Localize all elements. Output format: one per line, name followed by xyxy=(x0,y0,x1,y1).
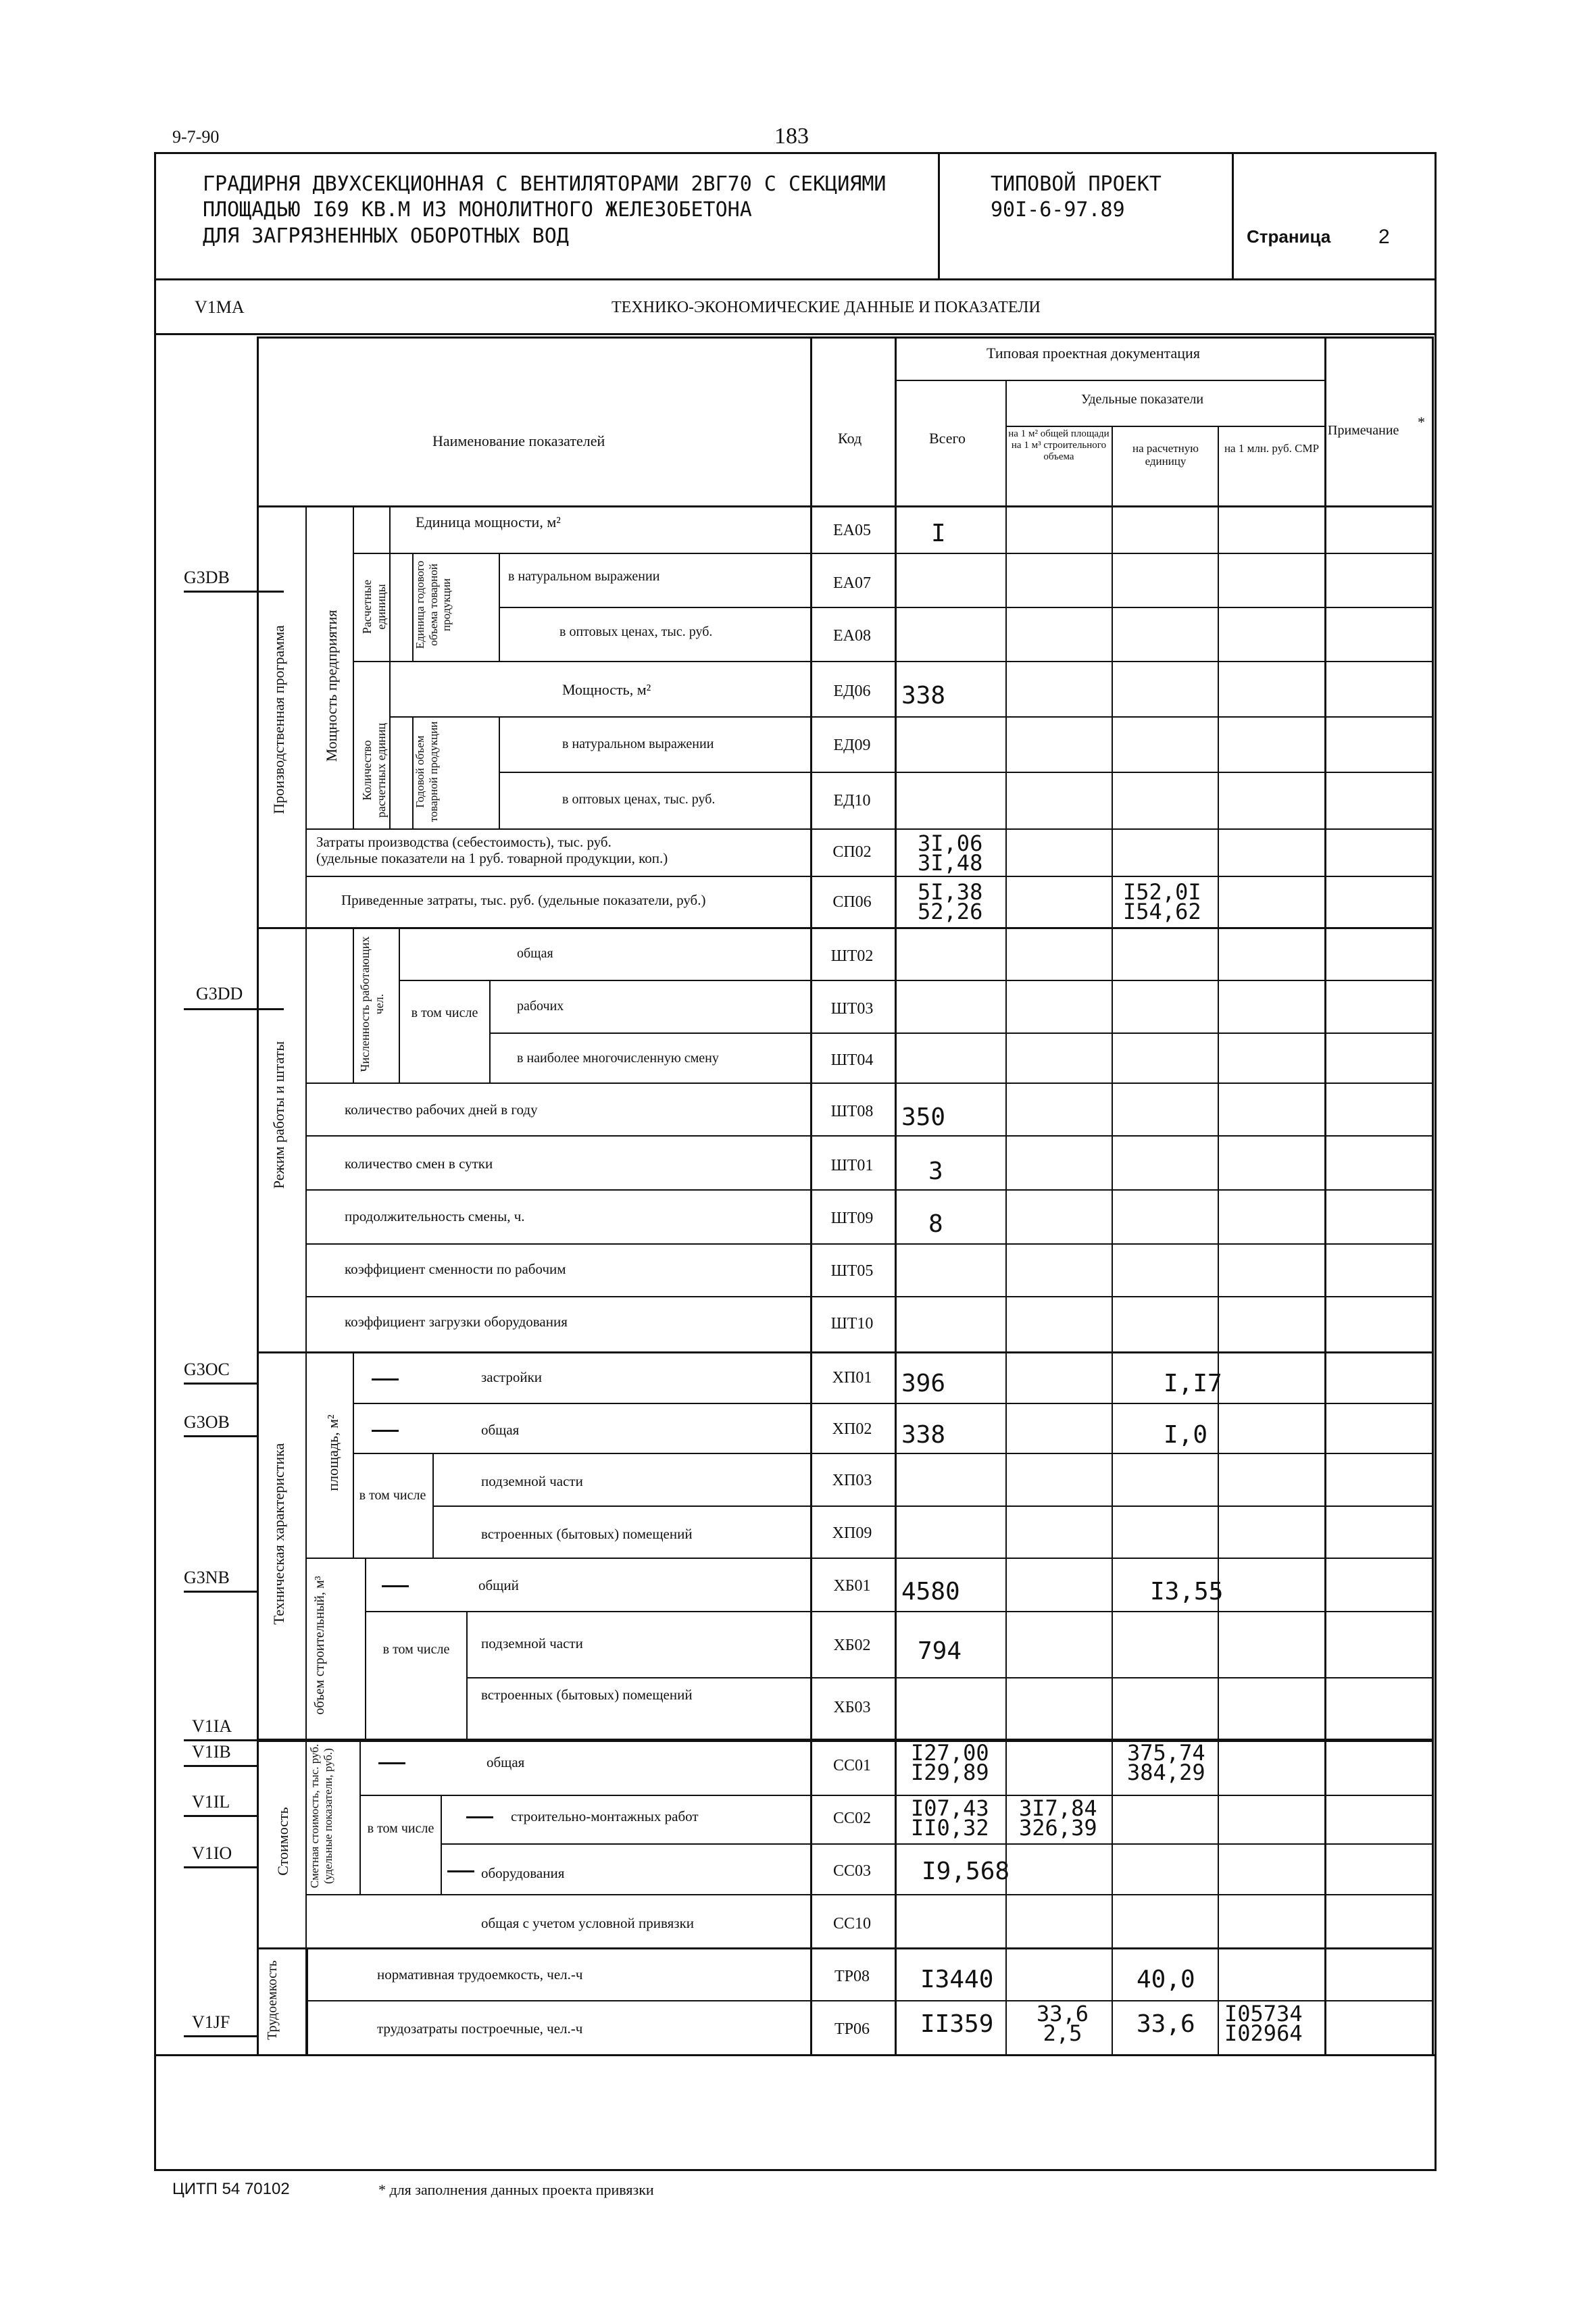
tech-vol-incl-label: в том числе xyxy=(382,1642,450,1657)
row-line xyxy=(305,1189,1434,1191)
code-cell: ШТ08 xyxy=(830,1103,874,1120)
marker-g3nb: G3NB xyxy=(184,1568,230,1587)
row-label-ea08: в оптовых ценах, тыс. руб. xyxy=(559,624,713,639)
row-label-ed09: в натуральном выражении xyxy=(562,737,714,751)
code-cell: ШТ01 xyxy=(830,1157,874,1174)
row-label-sp02: Затраты производства (себестоимость), тыс. руб. (удельные показатели на 1 руб. товарной продукции, коп.) xyxy=(316,834,668,867)
code-cell: ЕД10 xyxy=(833,792,871,810)
group-divider-labor xyxy=(257,1947,1434,1949)
project-type: ТИПОВОЙ ПРОЕКТ 90I-6-97.89 xyxy=(991,172,1162,222)
code-cell: ЕД09 xyxy=(833,737,871,754)
total-cell: 338 xyxy=(901,682,946,710)
title-block-divider-2 xyxy=(1232,152,1234,278)
hdr-line-1 xyxy=(895,380,1324,381)
total-cell: 8 xyxy=(928,1210,943,1238)
section-code: V1MA xyxy=(195,297,245,317)
row-label-ss03: оборудования xyxy=(481,1865,565,1881)
marker-line xyxy=(184,1591,257,1593)
row-label-khb01: общий xyxy=(478,1577,519,1593)
group-cost-est-label: Сметная стоимость, тыс. руб. (удельные показатели, руб.) xyxy=(308,1743,334,1889)
group-prod-calc-label: Расчетные единицы xyxy=(360,579,388,634)
row-label-sht10: коэффициент загрузки оборудования xyxy=(345,1314,568,1330)
title-block-divider xyxy=(938,152,940,278)
group-labor-label: Трудоемкость xyxy=(265,1960,280,2040)
marker-g3db: G3DB xyxy=(184,568,230,587)
col-note-header: Примечание xyxy=(1328,423,1399,438)
arrow-ss01 xyxy=(378,1762,405,1764)
row-line xyxy=(353,553,1434,554)
total-cell: 4580 xyxy=(901,1578,960,1605)
marker-g3dd: G3DD xyxy=(196,984,243,1003)
spec1-cell: 3I7,84 326,39 xyxy=(1019,1795,1097,1841)
total-cell: I xyxy=(931,520,946,547)
table-bottom xyxy=(154,2054,1437,2056)
code-cell: СС02 xyxy=(832,1810,871,1827)
total-cell: I3440 xyxy=(920,1966,994,1993)
row-label-sht08: количество рабочих дней в году xyxy=(345,1101,538,1118)
spec1-cell: 33,6 2,5 xyxy=(1037,2001,1089,2046)
title-block-bottom xyxy=(154,278,1437,280)
total-cell: I9,568 xyxy=(922,1858,1010,1885)
spec2-cell: 33,6 xyxy=(1137,2010,1195,2038)
total-cell: 794 xyxy=(918,1637,962,1665)
group-cost-label: Стоимость xyxy=(274,1807,291,1876)
row-label-ss10: общая с учетом условной привязки xyxy=(481,1915,695,1931)
group-prod-power-label: Мощность предприятия xyxy=(323,609,340,762)
col-total-left xyxy=(895,337,897,2056)
row-label-khp02: общая xyxy=(481,1422,520,1438)
row-line xyxy=(305,1296,1434,1297)
row-label-ed10: в оптовых ценах, тыс. руб. xyxy=(562,792,716,807)
total-cell: I27,00 I29,89 xyxy=(911,1740,989,1785)
marker-line xyxy=(184,1765,257,1767)
cost-col xyxy=(305,1739,307,1947)
row-label-khb03: встроенных (бытовых) помещений xyxy=(481,1687,693,1703)
group-prod-label: Производственная программа xyxy=(270,625,287,814)
note-asterisk: * xyxy=(1418,414,1425,430)
group-mode-label: Режим работы и штаты xyxy=(270,1041,287,1189)
marker-line xyxy=(184,1815,257,1817)
group-divider-cost xyxy=(257,1739,1434,1742)
marker-v1il: V1IL xyxy=(192,1792,230,1812)
col-total-header: Всего xyxy=(929,430,966,447)
sheet-number: 2 xyxy=(1378,226,1390,248)
project-title: ГРАДИРНЯ ДВУХСЕКЦИОННАЯ С ВЕНТИЛЯТОРАМИ 2ВГ70 С СЕКЦИЯМИ ПЛОЩАДЬЮ I69 КВ.М ИЗ МОНОЛИТНОГО ЖЕЛЕЗОБЕТОНА ДЛЯ ЗАГРЯЗНЕННЫХ ОБОРОТНЫХ ВОД xyxy=(203,172,887,248)
spec2-cell: I,I7 xyxy=(1164,1370,1222,1397)
page-number: 183 xyxy=(774,124,809,149)
arrow-ss03 xyxy=(447,1870,474,1872)
row-line xyxy=(399,980,1434,981)
code-cell: ШТ09 xyxy=(830,1210,874,1227)
code-cell: ХП02 xyxy=(832,1420,872,1438)
code-cell: СС01 xyxy=(832,1757,871,1774)
col-typical-header: Типовая проектная документация xyxy=(987,345,1200,362)
row-line xyxy=(305,1894,1434,1895)
arrow-khp02 xyxy=(372,1430,399,1432)
marker-v1ia: V1IA xyxy=(192,1716,232,1736)
marker-line xyxy=(184,1008,284,1010)
row-label-khb02: подземной части xyxy=(481,1635,583,1651)
marker-line xyxy=(184,1435,257,1437)
code-cell: ЕД06 xyxy=(833,682,871,700)
hdr-bottom xyxy=(257,505,1434,507)
doc-number: 9-7-90 xyxy=(172,127,220,147)
spec2-cell: I52,0I I54,62 xyxy=(1123,879,1201,924)
group-prod-qty-label: Количество расчетных единиц xyxy=(360,722,388,818)
row-line xyxy=(365,1611,1434,1612)
marker-v1jf: V1JF xyxy=(192,2012,230,2032)
group-tech-area-label: площадь, м² xyxy=(324,1414,341,1491)
col-specific-header: Удельные показатели xyxy=(1081,392,1204,407)
row-line xyxy=(305,1558,1434,1559)
row-label-tr06: трудозатраты построечные, чел.-ч xyxy=(377,2020,583,2037)
row-label-ss01: общая xyxy=(487,1754,525,1770)
code-cell: ХБ01 xyxy=(833,1577,871,1595)
tech-area-col xyxy=(353,1351,354,1558)
marker-v1io: V1IO xyxy=(192,1843,232,1863)
group-prod-annual2-label: Годовой объем товарной продукции xyxy=(414,721,440,822)
code-cell: ЕА07 xyxy=(833,574,871,592)
section-title: ТЕХНИКО-ЭКОНОМИЧЕСКИЕ ДАННЫЕ И ПОКАЗАТЕЛИ xyxy=(612,299,1041,316)
col-name-header: Наименование показателей xyxy=(432,432,605,449)
spec3-cell: I05734 I02964 xyxy=(1224,2001,1303,2046)
code-cell: ШТ10 xyxy=(830,1315,874,1333)
total-cell: I07,43 II0,32 xyxy=(911,1795,989,1841)
code-cell: ХП03 xyxy=(832,1472,872,1489)
row-line xyxy=(353,1403,1434,1404)
row-line xyxy=(353,661,1434,662)
row-line xyxy=(305,1135,1434,1137)
row-line xyxy=(432,1505,1434,1507)
code-cell: ШТ04 xyxy=(830,1051,874,1069)
code-cell: СП06 xyxy=(832,893,872,911)
hdr-line-2 xyxy=(1005,426,1324,427)
total-cell: II359 xyxy=(920,2010,994,2038)
cost-est-col xyxy=(359,1739,361,1894)
marker-line xyxy=(184,591,284,593)
mode-staff-col xyxy=(353,927,354,1082)
row-line xyxy=(499,772,1434,773)
marker-g3oc: G3OC xyxy=(184,1360,230,1379)
total-cell: 338 xyxy=(901,1421,946,1449)
marker-line xyxy=(184,1383,257,1385)
row-label-sht03: рабочих xyxy=(517,999,564,1014)
mode-incl-label: в том числе xyxy=(411,1005,478,1020)
col-spec2-header: на расчетную единицу xyxy=(1132,442,1199,468)
col-note-left xyxy=(1324,337,1326,2056)
row-label-sht01: количество смен в сутки xyxy=(345,1155,493,1172)
row-line xyxy=(353,1453,1434,1454)
row-label-ea05: Единица мощности, м² xyxy=(416,514,561,530)
arrow-khb01 xyxy=(382,1585,409,1587)
total-cell: 350 xyxy=(901,1103,946,1131)
row-label-ea07: в натуральном выражении xyxy=(508,569,660,584)
arrow-khp01 xyxy=(372,1378,399,1380)
group-divider-tech xyxy=(257,1351,1434,1353)
code-cell: СС03 xyxy=(832,1862,871,1880)
total-cell: 396 xyxy=(901,1370,946,1397)
code-cell: ШТ02 xyxy=(830,947,874,965)
row-line xyxy=(389,716,1434,718)
total-cell: 3I,06 3I,48 xyxy=(918,830,983,876)
row-label-sht09: продолжительность смены, ч. xyxy=(345,1208,525,1224)
row-label-ss02: строительно-монтажных работ xyxy=(511,1808,699,1824)
marker-line xyxy=(184,1866,257,1868)
code-cell: ХБ03 xyxy=(833,1699,871,1716)
footer-note: * для заполнения данных проекта привязки xyxy=(378,2181,654,2198)
row-line xyxy=(305,1082,1434,1084)
row-line xyxy=(499,607,1434,608)
code-cell: ШТ03 xyxy=(830,1000,874,1018)
row-label-ed06: Мощность, м² xyxy=(562,681,651,698)
code-cell: ТР08 xyxy=(834,1968,870,1985)
col-code-left xyxy=(810,337,812,2056)
spec2-cell: I,0 xyxy=(1164,1421,1208,1449)
row-line xyxy=(359,1795,1434,1796)
marker-line xyxy=(184,2035,257,2037)
sheet-label: Страница xyxy=(1247,226,1331,247)
row-label-khp03: подземной части xyxy=(481,1473,583,1489)
row-label-tr08: нормативная трудоемкость, чел.-ч xyxy=(377,1966,583,1983)
labor-col xyxy=(307,1947,308,2056)
code-cell: ХП01 xyxy=(832,1369,872,1387)
code-cell: ХБ02 xyxy=(833,1637,871,1654)
group-tech-label: Техническая характеристика xyxy=(270,1443,287,1625)
spec2-cell: 40,0 xyxy=(1137,1966,1195,1993)
tech-vol-col xyxy=(305,1558,307,1739)
col-spec1-left xyxy=(1005,380,1007,2056)
row-line xyxy=(441,1843,1434,1845)
row-label-khp01: застройки xyxy=(481,1369,543,1385)
col-code-header: Код xyxy=(838,430,862,447)
marker-line xyxy=(184,1739,257,1741)
group-prod-annual1-label: Единица годового объема товарной продукции xyxy=(414,560,453,649)
total-cell: 5I,38 52,26 xyxy=(918,879,983,924)
row-line xyxy=(466,1677,1434,1678)
row-line xyxy=(305,828,1434,830)
tech-area-incl-label: в том числе xyxy=(359,1488,426,1503)
col-spec3-left xyxy=(1218,426,1219,2056)
row-label-khp09: встроенных (бытовых) помещений xyxy=(481,1526,693,1542)
mode-staff-col-r xyxy=(399,927,400,1082)
row-label-sht02: общая xyxy=(517,946,553,961)
code-cell: ХП09 xyxy=(832,1524,872,1542)
footer-org: ЦИТП 54 70102 xyxy=(172,2180,290,2198)
mode-incl-col xyxy=(489,980,491,1082)
group-mode-staff-label: Численность работающих чел. xyxy=(358,936,386,1072)
code-cell: ТР06 xyxy=(834,2020,870,2038)
code-cell: СП02 xyxy=(832,843,872,861)
code-cell: ЕА08 xyxy=(833,627,871,645)
row-label-sht04: в наиболее многочисленную смену xyxy=(517,1051,719,1066)
cost-incl-label: в том числе xyxy=(367,1821,434,1836)
spec2-cell: 375,74 384,29 xyxy=(1127,1740,1205,1785)
row-line xyxy=(305,876,1434,877)
tech-vol-col-r xyxy=(365,1558,366,1739)
col-spec3-header: на 1 млн. руб. СМР xyxy=(1224,442,1320,455)
group-divider-mode xyxy=(257,927,1434,929)
tech-vol-incl-col xyxy=(466,1611,468,1739)
code-cell: СС10 xyxy=(832,1915,871,1933)
row-line xyxy=(489,1032,1434,1034)
col-spec2-left xyxy=(1112,426,1113,2056)
marker-g3ob: G3OB xyxy=(184,1412,230,1432)
row-label-sp06: Приведенные затраты, тыс. руб. (удельные показатели, руб.) xyxy=(341,892,706,908)
arrow-ss02 xyxy=(466,1816,493,1818)
col-spec1-header: на 1 м² общей площади на 1 м³ строительного объема xyxy=(1008,428,1109,462)
total-cell: 3 xyxy=(928,1158,943,1185)
spec2-cell: I3,55 xyxy=(1150,1578,1224,1605)
row-label-sht05: коэффициент сменности по рабочим xyxy=(345,1261,566,1277)
marker-v1ib: V1IB xyxy=(192,1742,231,1762)
code-cell: ЕА05 xyxy=(833,522,871,539)
row-line xyxy=(305,1243,1434,1245)
section-title-bottom xyxy=(154,333,1437,335)
group-tech-volume-label: объем строительный, м³ xyxy=(312,1576,327,1715)
code-cell: ШТ05 xyxy=(830,1262,874,1280)
